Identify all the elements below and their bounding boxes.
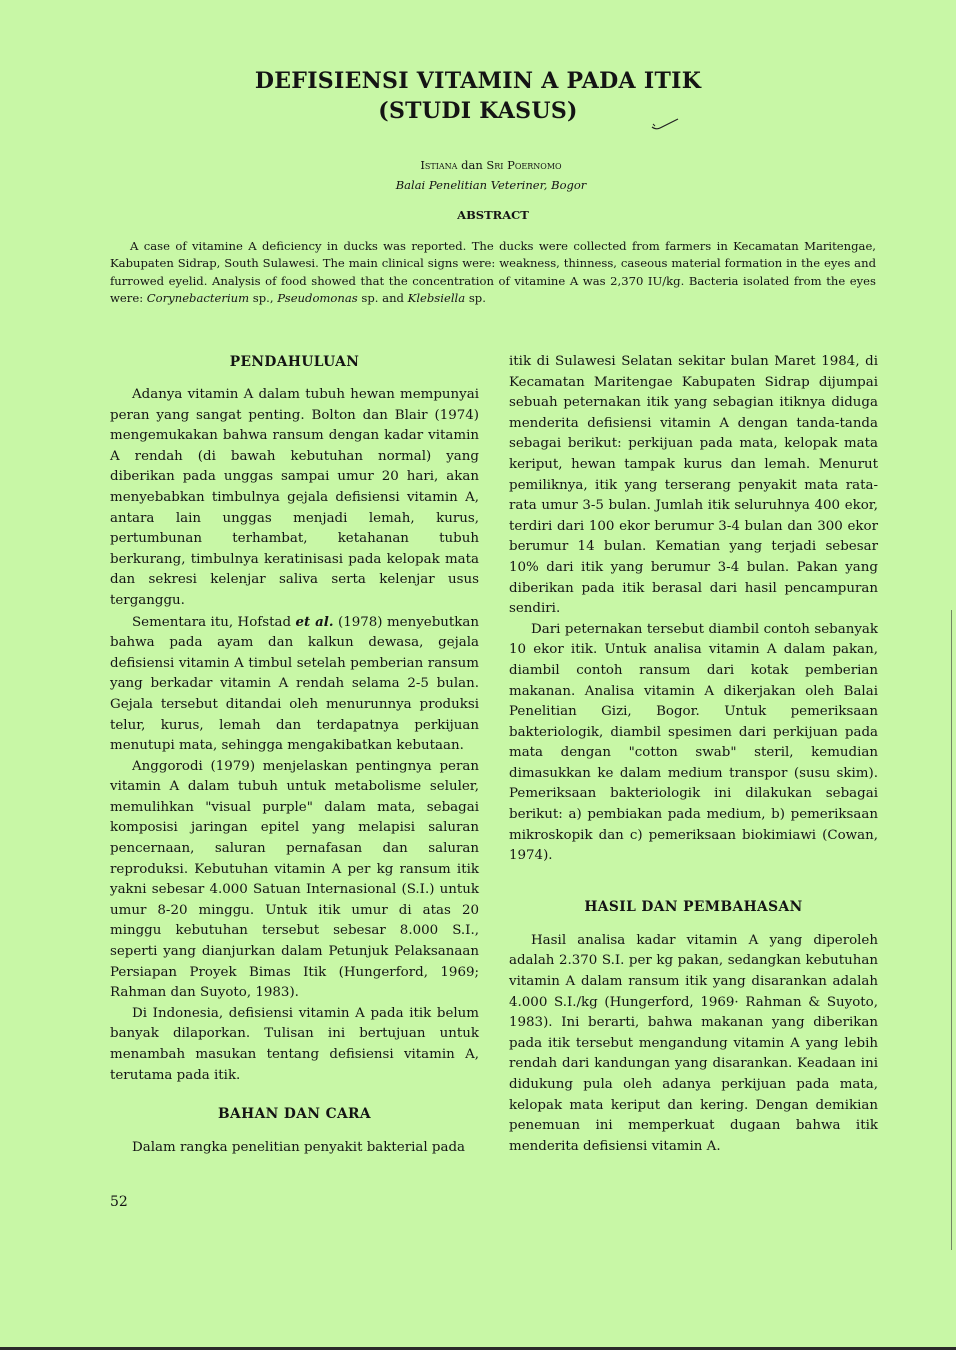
intro-paragraph-1: Adanya vitamin A dalam tubuh hewan mempunyai peran yang sangat penting. Bolton dan Blair (1974) mengemukakan bahwa ransum dengan kadar vitamin A rendah (di bawah kebutuhan normal) yang diberikan pada unggas sampai umur 20 hari, akan menyebabkan timbulnya gejala defisiensi vitamin A, antara lain unggas menjadi lemah, kurus, pertumbunan terhambat, ketahanan tubuh berkurang, timbulnya keratinisasi pada kelopak mata dan sekresi kelenjar saliva serta kelenjar usus terganggu. [110, 387, 479, 608]
intro-p2-etal: et al. [295, 613, 334, 630]
author-istiana: Istiana [420, 158, 458, 172]
author-names [0, 155, 956, 175]
methods-paragraph-1-start: Dalam rangka penelitian penyakit bakterial pada [132, 1140, 466, 1156]
abstract-end: sp. [465, 290, 486, 305]
author-block [0, 155, 956, 195]
heading-hasil-dan-pembahasan: HASIL DAN PEMBAHASAN [584, 898, 803, 915]
abstract-text [110, 238, 876, 307]
author-sri-poernomo: Sri Poernomo [486, 158, 562, 172]
heading-bahan-dan-cara: BAHAN DAN CARA [217, 1106, 372, 1123]
results-paragraph-1: Hasil analisa kadar vitamin A yang diperoleh adalah 2.370 S.I. per kg pakan, sedangkan kebutuhan vitamin A dalam ransum itik yang disarankan adalah 4.000 S.I./kg (Hungerford, 1969· Rahman & Suyoto, 1983). Ini berarti, bahwa makanan yang diberikan pada itik tersebut mengandung vitamin A yang lebih rendah dari kandungan yang disarankan. Keadaan ini didukung pula oleh adanya perkijuan pada mata, kelopak mata keriput dan kering. Dengan demikian penemuan ini memperkuat dugaan bahwa itik menderita defisiensi vitamin A. [509, 932, 878, 1154]
scan-edge-line [951, 610, 952, 1250]
heading-pendahuluan: PENDAHULUAN [229, 354, 360, 370]
author-institution: Balai Penelitian Veteriner, Bogor [395, 178, 587, 192]
author-conjunction: dan [457, 158, 487, 172]
intro-paragraph-4: Di Indonesia, defisiensi vitamin A pada itik belum banyak dilaporkan. Tulisan ini bertujuan untuk menambah masukan tentang defisiensi vitamin A, terutama pada itik. [110, 1005, 479, 1083]
right-column [509, 352, 878, 1157]
organism-corynebacterium: Corynebacterium [146, 290, 250, 305]
intro-p2-start: Sementara itu, Hofstad [132, 614, 296, 630]
intro-paragraph-3: Anggorodi (1979) menjelaskan pentingnya peran vitamin A dalam tubuh untuk metabolisme seluler, memulihkan "visual purple" dalam mata, sebagai komposisi jaringan epitel yang melapisi saluran pencernaan, saluran pernafasan dan saluran reproduksi. Kebutuhan vitamin A per kg ransum itik yakni sebesar 4.000 Satuan Internasional (S.I.) untuk umur 8-20 minggu. Untuk itik umur di atas 20 minggu kebutuhan tersebut sebesar 8.000 S.I., seperti yang dianjurkan dalam Petunjuk Pelaksanaan Persiapan Proyek Bimas Itik (Hungerford, 1969; Rahman dan Suyoto, 1983). [110, 758, 479, 1001]
handwritten-check-mark-icon [650, 117, 680, 131]
organism-klebsiella: Klebsiella [407, 290, 466, 305]
abstract-sep-2: sp. and [357, 290, 408, 305]
intro-p2-rest: (1978) menyebutkan bahwa pada ayam dan kalkun dewasa, gejala defisiensi vitamin A timbul setelah pemberian ransum yang berkadar vitamin A rendah selama 2-5 bulan. Gejala tersebut ditandai oleh menurunnya produksi telur, kurus, lemah dan terdapatnya perkijuan menutupi mata, sehingga mengakibatkan kebutaan. [110, 614, 479, 754]
abstract-sep-1: sp., [249, 290, 278, 305]
organism-pseudomonas: Pseudomonas [277, 290, 358, 305]
methods-paragraph-2: Dari peternakan tersebut diambil contoh sebanyak 10 ekor itik. Untuk analisa vitamin A dalam pakan, diambil contoh ransum dari kotak pemberian makanan. Analisa vitamin A dikerjakan oleh Balai Penelitian Gizi, Bogor. Untuk pemeriksaan bakteriologik, diambil spesimen dari perkijuan pada mata dengan "cotton swab" steril, kemudian dimasukkan ke dalam medium transpor (susu skim). Pemeriksaan bakteriologik ini dilakukan sebagai berikut: a) pembiakan pada medium, b) pemeriksaan mikroskopik dan c) pemeriksaan biokimiawi (Cowan, 1974). [509, 621, 878, 864]
abstract-heading: ABSTRACT [457, 208, 529, 222]
title-line-2: (STUDI KASUS) [378, 98, 578, 124]
left-column [110, 352, 479, 1159]
paper-title [0, 66, 956, 126]
intro-paragraph-2 [110, 612, 479, 757]
title-line-1: DEFISIENSI VITAMIN A PADA ITIK [254, 68, 702, 94]
page-number: 52 [110, 1194, 128, 1210]
methods-paragraph-1-continued: itik di Sulawesi Selatan sekitar bulan Maret 1984, di Kecamatan Maritengae Kabupaten Sidrap dijumpai sebuah peternakan itik yang sebagian itiknya diduga menderita defisiensi vitamin A dengan tanda-tanda sebagai berikut: perkijuan pada mata, kelopak mata keriput, hewan tampak kurus dan lemah. Menurut pemiliknya, itik yang terserang penyakit mata rata-rata umur 3-5 bulan. Jumlah itik seluruhnya 400 ekor, terdiri dari 100 ekor berumur 3-4 bulan dan 300 ekor berumur 14 bulan. Kematian yang terjadi sebesar 10% dari itik yang berumur 3-4 bulan. Pakan yang diberikan pada itik berasal dari hasil pencampuran sendiri. [509, 354, 878, 617]
abstract-body: A case of vitamine A deficiency in ducks was reported. The ducks were collected from farmers in Kecamatan Maritengae, Kabupaten Sidrap, South Sulawesi. The main clinical signs were: weakness, thinness, caseous material formation in the eyes and furrowed eyelid. Analysis of food showed that the concentration of vitamine A was 2,370 IU/kg. Bacteria isolated from the eyes were: [110, 239, 876, 305]
